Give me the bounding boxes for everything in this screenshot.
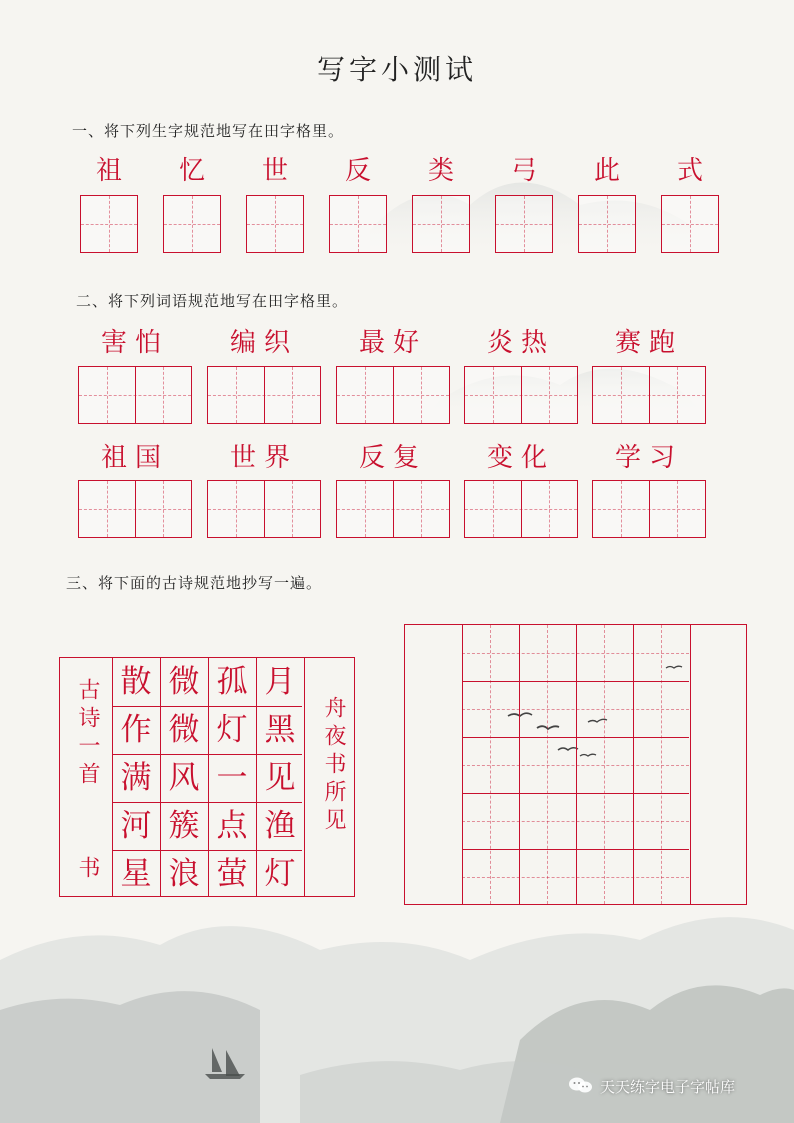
word-label: 编织	[229, 328, 298, 358]
word-box[interactable]	[207, 480, 321, 538]
word-box[interactable]	[464, 480, 578, 538]
poem-char: 簇	[168, 808, 200, 844]
word-box[interactable]	[592, 480, 706, 538]
char-label: 此	[593, 156, 620, 186]
char-label: 忆	[178, 156, 205, 186]
char-label: 式	[676, 156, 703, 186]
tianzige-box[interactable]	[329, 195, 387, 253]
char-label: 祖	[95, 156, 122, 186]
word-box[interactable]	[336, 480, 450, 538]
tianzige-box[interactable]	[412, 195, 470, 253]
word-label: 学习	[614, 443, 683, 473]
poem-char: 微	[168, 712, 200, 748]
section2-heading: 二、将下列词语规范地写在田字格里。	[76, 292, 349, 310]
word-box[interactable]	[592, 366, 706, 424]
char-label: 弓	[510, 156, 537, 186]
word-box[interactable]	[464, 366, 578, 424]
poem-sample	[59, 657, 355, 897]
page-title: 写字小测试	[316, 53, 477, 86]
word-label: 世界	[229, 443, 298, 473]
word-box[interactable]	[207, 366, 321, 424]
tianzige-box[interactable]	[163, 195, 221, 253]
tianzige-box[interactable]	[495, 195, 553, 253]
word-label: 赛跑	[614, 328, 683, 358]
poem-left-label-bottom: 书	[75, 856, 100, 884]
poem-char: 萤	[216, 856, 248, 892]
tianzige-box[interactable]	[661, 195, 719, 253]
word-label: 祖国	[100, 443, 169, 473]
poem-char: 微	[168, 664, 200, 700]
section1-heading: 一、将下列生字规范地写在田字格里。	[72, 122, 345, 140]
poem-char: 浪	[168, 856, 200, 892]
word-box[interactable]	[78, 366, 192, 424]
poem-char: 点	[216, 808, 248, 844]
poem-char: 见	[264, 760, 296, 796]
section3-heading: 三、将下面的古诗规范地抄写一遍。	[66, 574, 323, 592]
poem-char: 黑	[264, 712, 296, 748]
char-label: 反	[344, 156, 371, 186]
word-label: 变化	[486, 443, 555, 473]
wechat-icon	[568, 1076, 594, 1094]
poem-char: 月	[264, 664, 296, 700]
poem-char: 河	[120, 808, 152, 844]
watermark-text: 天天练字电子字帖库	[600, 1078, 736, 1096]
poem-char: 灯	[216, 712, 248, 748]
poem-char: 风	[168, 760, 200, 796]
char-label: 类	[427, 156, 454, 186]
poem-left-label: 古诗一首	[75, 678, 100, 790]
word-box[interactable]	[336, 366, 450, 424]
word-label: 炎热	[486, 328, 555, 358]
poem-char: 一	[216, 760, 248, 796]
poem-title: 舟夜书所见	[321, 696, 346, 836]
poem-char: 孤	[216, 664, 248, 700]
tianzige-box[interactable]	[246, 195, 304, 253]
word-box[interactable]	[78, 480, 192, 538]
copy-practice-grid[interactable]	[404, 624, 747, 905]
tianzige-box[interactable]	[578, 195, 636, 253]
word-label: 害怕	[100, 328, 169, 358]
word-label: 最好	[358, 328, 427, 358]
poem-char: 星	[120, 856, 152, 892]
word-label: 反复	[358, 443, 427, 473]
tianzige-box[interactable]	[80, 195, 138, 253]
poem-char: 满	[120, 760, 152, 796]
poem-char: 灯	[264, 856, 296, 892]
poem-char: 散	[120, 664, 152, 700]
poem-char: 作	[120, 712, 152, 748]
poem-char: 渔	[264, 808, 296, 844]
char-label: 世	[261, 156, 288, 186]
